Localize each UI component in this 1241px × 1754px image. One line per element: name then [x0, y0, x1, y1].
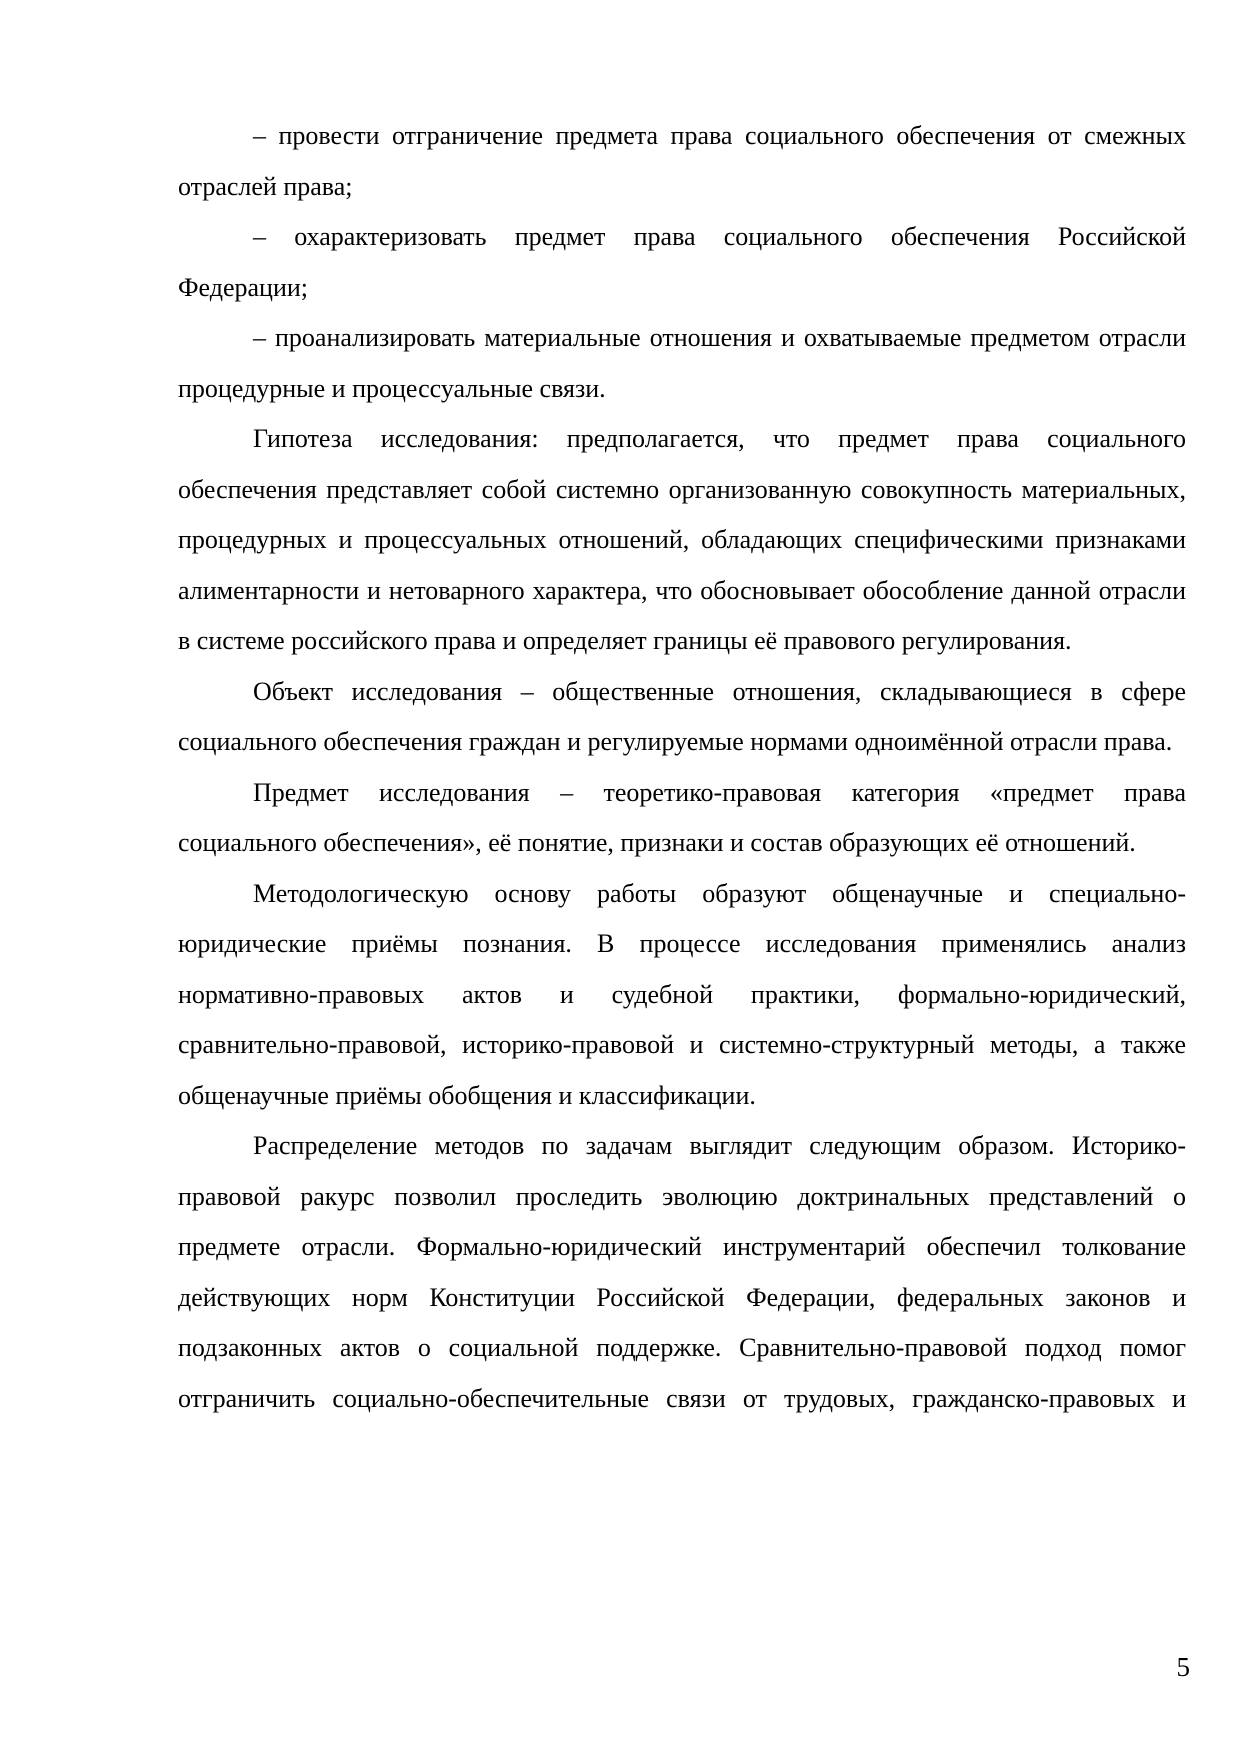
- hypothesis-paragraph: Гипотеза исследования: предполагается, что предмет права социального обеспечения представляет собой системно организованную совокупность материальных, процедурных и процессуальных отношений, обладающих специфическими признаками алиментарности и нетоварного характера, что обосновывает обособление данной отрасли в системе российского права и определяет границы её правового регулирования.: [178, 424, 1186, 655]
- task-item-analyze-relations: – проанализировать материальные отношения и охватываемые предметом отрасли процедурные и процессуальные связи.: [178, 323, 1186, 403]
- task-item-characterize-subject: – охарактеризовать предмет права социального обеспечения Российской Федерации;: [178, 222, 1186, 302]
- task-item-delimit-subject: – провести отграничение предмета права социального обеспечения от смежных отраслей права;: [178, 121, 1186, 201]
- methods-distribution-paragraph: Распределение методов по задачам выглядит следующим образом. Историко-правовой ракурс позволил проследить эволюцию доктринальных представлений о предмете отрасли. Формально-юридический инструментарий обеспечил толкование действующих норм Конституции Российской Федерации, федеральных законов и подзаконных актов о социальной поддержке. Сравнительно-правовой подход помог отграничить социально-обеспечительные связи от трудовых, гражданско-правовых и: [178, 1131, 1186, 1413]
- research-object-paragraph: Объект исследования – общественные отношения, складывающиеся в сфере социального обеспечения граждан и регулируемые нормами одноимённой отрасли права.: [178, 676, 1186, 756]
- methodology-paragraph: Методологическую основу работы образуют общенаучные и специально-юридические приёмы познания. В процессе исследования применялись анализ нормативно-правовых актов и судебной практики, формально-юридический, сравнительно-правовой, историко-правовой и системно-структурный методы, а также общенаучные приёмы обобщения и классификации.: [178, 878, 1186, 1110]
- page-number: 5: [1176, 1652, 1190, 1682]
- document-body: [178, 111, 1186, 1424]
- research-subject-paragraph: Предмет исследования – теоретико-правовая категория «предмет права социального обеспечения», её понятие, признаки и состав образующих её отношений.: [178, 777, 1186, 857]
